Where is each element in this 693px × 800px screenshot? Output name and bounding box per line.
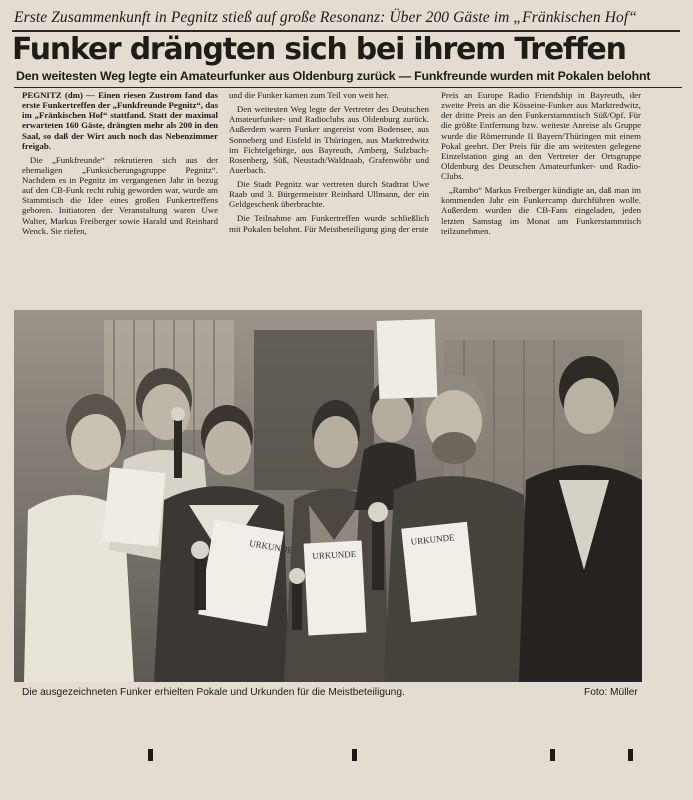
punch-hole [352,749,357,761]
group-photo [14,310,642,682]
punch-hole [148,749,153,761]
certificate-label: URKUNDE [410,532,455,547]
article-column-1 [22,90,218,330]
punch-hole [550,749,555,761]
article-column-3 [441,90,641,330]
photo-credit: Foto: Müller [584,687,638,698]
article-kicker: Erste Zusammenkunft in Pegnitz stieß auf große Resonanz: Über 200 Gäste im „Fränkischen Hof“ [14,9,637,26]
article-paragraph: und die Funker kamen zum Teil von weit her. [229,90,389,100]
article-paragraph: Preis an Europe Radio Friendship in Bayreuth, der zweite Preis an die Kösseine-Funker aus Marktredwitz, der dritte Preis an den Funkerstammtisch Süß/Opf. Für die größte Entfernung bzw. weiteste Anreise als Gruppe wurde die Römerrunde II Bayern/Thüringen mit einem Pokal geehrt. Der Preis für die am weitesten gelegene Einzelstation ging an den Vertreter der Ortsgruppe Oldenburg des Deutschen Amateurfunker- und Radio-Clubs. [441,90,641,181]
article-paragraph: Den weitesten Weg legte der Vertreter des Deutschen Amateurfunker- und Radioclubs aus Oldenburg zurück. Außerdem waren Funker angereist vom Bodensee, aus Sonneberg und Eisfeld in Thüringen, aus Marktredwitz im Fichtelgebirge, aus Bayreuth, Amberg, Sulzbach-Rosenberg, Süß, Neustadt/Waldnaab, Grafenwöhr und Auerbach. [229,104,429,175]
certificate-label: URKUNDE [248,538,294,556]
divider [14,87,682,88]
article-paragraph: Die Stadt Pegnitz war vertreten durch Stadtrat Uwe Raab und 3. Bürgermeister Reinhard Ullmann, der ein Geldgeschenk überbrachte. [229,179,429,210]
group-photo-drawing [14,310,642,682]
article-paragraph: Die Teilnahme am Funkertreffen wurde schließlich mit Pokalen belohnt. Für Meistbeteiligung ging der erste [229,213,429,234]
article-paragraph: „Rambo“ Markus Freiberger kündigte an, daß man im kommenden Jahr ein Funkercamp durchführen wolle. Außerdem wurden die CB-Fans eingeladen, jeden letzten Samstag im Monat am Funkerstammtisch teilzunehmen. [441,185,641,236]
article-column-2 [229,90,429,330]
article-paragraph: PEGNITZ (dm) — Einen riesen Zustrom fand das erste Funkertreffen der „Funkfreunde Pegnitz“, das im „Fränkischen Hof“ stattfand. Statt der maximal erwarteten 160 Gäste, drängten mehr als 200 in den Saal, so daß der Wirt auch noch das Nebenzimmer freigab. [22,90,218,151]
article-headline: Funker drängten sich bei ihrem Treffen [12,32,626,67]
photo-caption: Die ausgezeichneten Funker erhielten Pokale und Urkunden für die Meistbeteiligung. [22,687,405,698]
certificate-label: URKUNDE [312,548,357,562]
article-subhead: Den weitesten Weg legte ein Amateurfunker aus Oldenburg zurück — Funkfreunde wurden mit Pokalen belohnt [16,69,651,83]
article-paragraph: Die „Funkfreunde“ rekrutieren sich aus der ehemaligen „Funksicherungsgruppe Pegnitz“. Nachdem es in Pegnitz im vergangenen Jahr in bezug auf den CB-Funk recht ruhig geworden war, wurde am Stammtisch die Idee eines großen Funkertreffens geboren. Initiatoren der Veranstaltung waren Uwe Walter, Markus Freiberger sowie Harald und Reinhard Wenck. Sie riefen, [22,154,218,236]
punch-hole [628,749,633,761]
